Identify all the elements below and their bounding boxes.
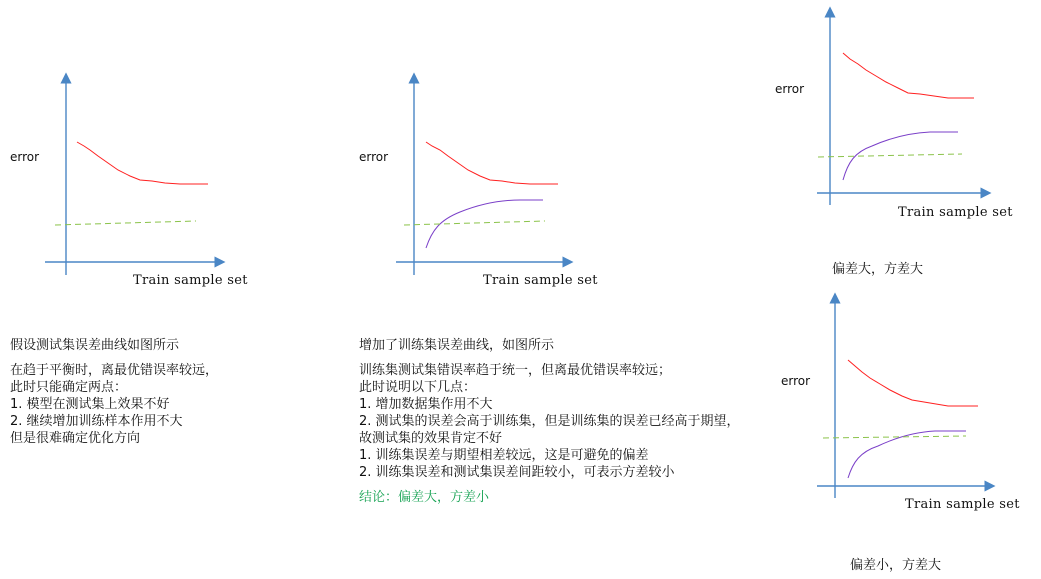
text-line: 故测试集的效果肯定不好 [359,431,503,446]
plot-3-ylabel: error [775,82,805,96]
text-line: 1. 增加数据集作用不大 [359,397,493,412]
expected-error-line [55,221,196,225]
plot-4-xlabel: Train sample set [905,497,1020,512]
train-error-curve [426,200,543,248]
test-error-curve [77,142,208,184]
train-error-curve [848,431,966,478]
plot-2 [396,78,568,275]
text-line: 2. 测试集的误差会高于训练集，但是训练集的误差已经高于期望， [359,414,740,429]
plot-4-caption: 偏差小，方差大 [850,558,942,573]
conclusion-text: 结论：偏差大，方差小 [359,490,490,505]
plot-3-xlabel: Train sample set [898,205,1013,220]
text-line: 在趋于平衡时，离最优错误率较远， [10,363,219,378]
test-error-curve [426,142,558,184]
plot-1-ylabel: error [10,150,40,164]
text-block-1 [10,337,218,447]
text-line: 增加了训练集误差曲线，如图所示 [359,338,555,353]
text-line: 2. 继续增加训练样本作用不大 [10,414,183,429]
text-line: 训练集测试集错误率趋于统一，但离最优错误率较远； [359,363,672,378]
plot-2-xlabel: Train sample set [483,273,598,288]
expected-error-line [818,154,962,157]
text-line: 1. 训练集误差与期望相差较远，这是可避免的偏差 [359,448,649,463]
plot-1 [45,78,220,275]
text-block-2 [359,337,740,506]
text-line: 2. 训练集误差和测试集误差间距较小，可表示方差较小 [359,465,675,480]
text-line: 假设测试集误差曲线如图所示 [10,338,180,353]
plot-1-xlabel: Train sample set [133,273,248,288]
text-line: 1. 模型在测试集上效果不好 [10,397,170,412]
text-line: 此时说明以下几点： [359,380,477,395]
text-line: 此时只能确定两点： [10,380,128,395]
text-line: 但是很难确定优化方向 [10,431,141,446]
test-error-curve [848,360,978,406]
expected-error-line [823,436,966,438]
plot-4-ylabel: error [781,374,811,388]
test-error-curve [843,53,974,98]
plot-2-ylabel: error [359,150,389,164]
expected-error-line [404,221,545,225]
plot-3 [817,12,986,205]
plot-4 [817,298,990,498]
plot-3-caption: 偏差大，方差大 [832,262,924,277]
